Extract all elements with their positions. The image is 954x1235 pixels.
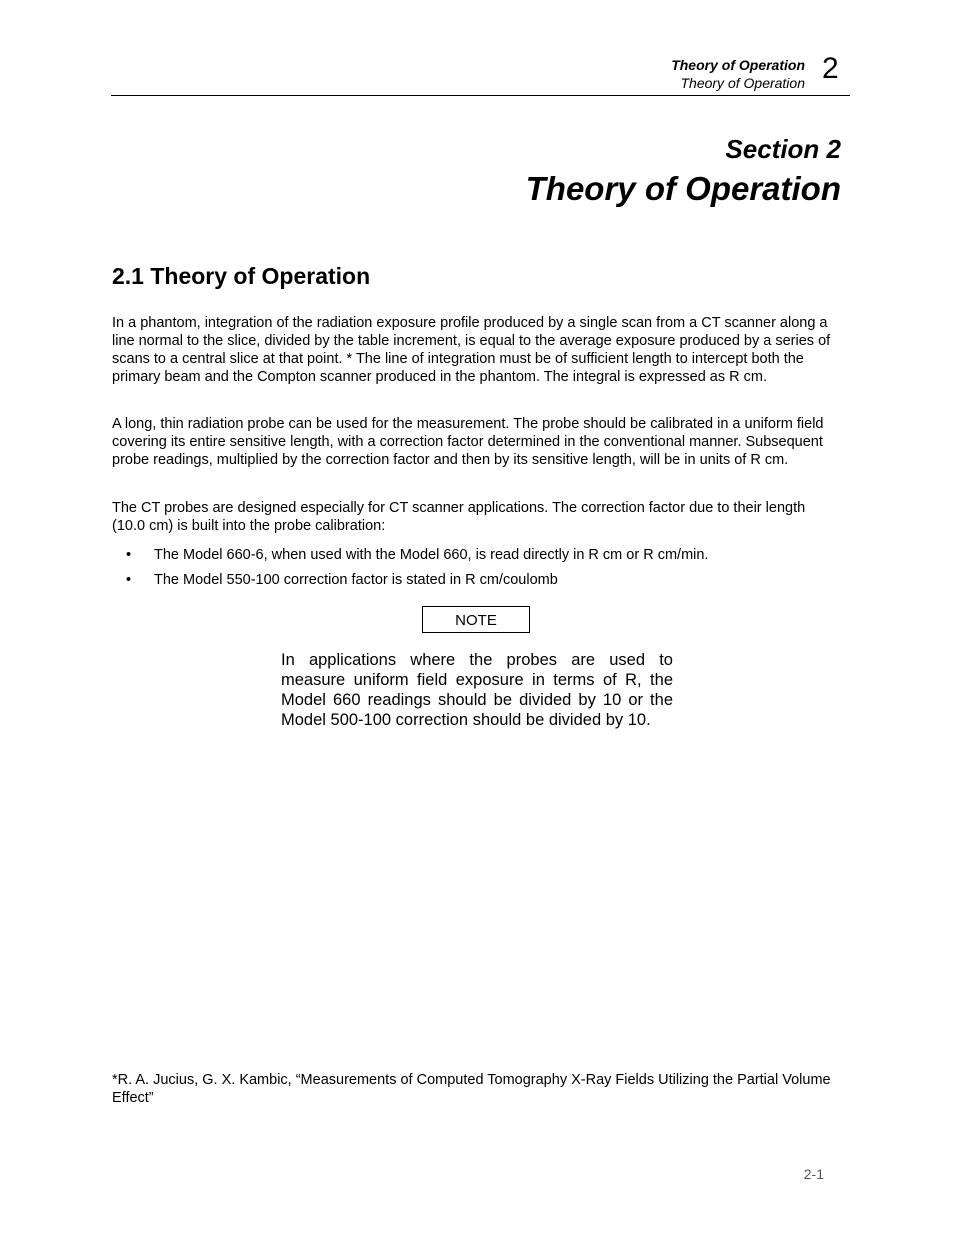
paragraph-ct-probes: The CT probes are designed especially for CT scanner applications. The correction factor due to their length (10.0 cm) is built into the probe calibration: <box>112 500 806 534</box>
bullet-icon: • <box>126 572 132 588</box>
bullet-icon: • <box>126 547 132 563</box>
list-item <box>112 546 842 564</box>
bullet-list <box>112 546 842 596</box>
running-header-title: Theory of Operation <box>671 57 805 73</box>
paragraph-integration: In a phantom, integration of the radiation exposure profile produced by a single scan from a CT scanner along a line normal to the slice, divided by the table increment, is equal to the average exposure produced by a series of scans to a central slice at that point. * The line of integration must be of sufficient length to intercept both the primary beam and the Compton scanner produced in the phantom. The integral is expressed as R cm. <box>112 315 831 385</box>
running-header-subtitle: Theory of Operation <box>680 75 805 91</box>
list-item <box>112 571 842 589</box>
page-number: 2-1 <box>803 1166 824 1182</box>
paragraph-probe: A long, thin radiation probe can be used for the measurement. The probe should be calibrated in a uniform field covering its entire sensitive length, with a correction factor determined in the conventional manner. Subsequent probe readings, multiplied by the correction factor and then by its sensitive length, will be in units of R cm. <box>112 416 824 468</box>
section-label: Section 2 <box>725 134 841 164</box>
footnote: *R. A. Jucius, G. X. Kambic, “Measurements of Computed Tomography X-Ray Fields Utilizing the Partial Volume Effect” <box>112 1072 831 1106</box>
list-item-text: The Model 660-6, when used with the Model 660, is read directly in R cm or R cm/min. <box>154 547 709 563</box>
subsection-heading: 2.1 Theory of Operation <box>112 263 371 289</box>
chapter-number: 2 <box>822 52 839 85</box>
note-label: NOTE <box>422 606 530 633</box>
section-title: Theory of Operation <box>525 170 841 207</box>
note-text: In applications where the probes are used to measure uniform field exposure in terms of R, the Model 660 readings should be divided by 10 or the Model 500-100 correction should be divided by 10. <box>281 651 673 729</box>
header-rule <box>111 95 850 96</box>
list-item-text: The Model 550-100 correction factor is stated in R cm/coulomb <box>154 572 558 588</box>
